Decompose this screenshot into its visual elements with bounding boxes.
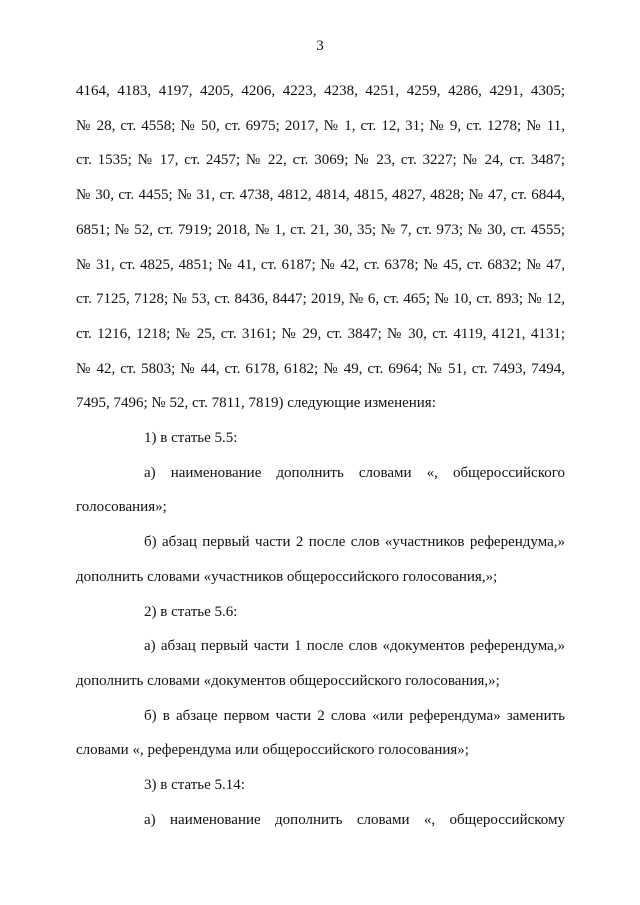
- page-number: 3: [316, 38, 324, 54]
- text-line: 7495, 7496; № 52, ст. 7811, 7819) следующие изменения:: [76, 395, 436, 412]
- text-line: б) в абзаце первом части 2 слова «или референдума» заменить: [144, 707, 565, 724]
- text-line: № 28, ст. 4558; № 50, ст. 6975; 2017, № 1, ст. 12, 31; № 9, ст. 1278; № 11,: [76, 117, 565, 134]
- text-line: словами «, референдума или общероссийского голосования»;: [76, 742, 469, 759]
- text-line: а) наименование дополнить словами «, общероссийскому: [144, 811, 565, 828]
- text-line: № 42, ст. 5803; № 44, ст. 6178, 6182; № 49, ст. 6964; № 51, ст. 7493, 7494,: [76, 360, 565, 377]
- text-line: ст. 7125, 7128; № 53, ст. 8436, 8447; 2019, № 6, ст. 465; № 10, ст. 893; № 12,: [76, 291, 565, 308]
- text-line: дополнить словами «участников общероссийского голосования,»;: [76, 568, 498, 585]
- text-line: № 30, ст. 4455; № 31, ст. 4738, 4812, 4814, 4815, 4827, 4828; № 47, ст. 6844,: [76, 187, 565, 204]
- text-line: 4164, 4183, 4197, 4205, 4206, 4223, 4238, 4251, 4259, 4286, 4291, 4305;: [76, 83, 565, 99]
- text-line: а) абзац первый части 1 после слов «документов референдума,»: [144, 638, 565, 655]
- text-line: № 31, ст. 4825, 4851; № 41, ст. 6187; № 42, ст. 6378; № 45, ст. 6832; № 47,: [76, 256, 565, 273]
- text-line: 6851; № 52, ст. 7919; 2018, № 1, ст. 21, 30, 35; № 7, ст. 973; № 30, ст. 4555;: [76, 221, 565, 238]
- list-item-heading: 2) в статье 5.6:: [144, 603, 238, 620]
- list-item-heading: 1) в статье 5.5:: [144, 430, 238, 447]
- text-line: дополнить словами «документов общероссийского голосования,»;: [76, 672, 500, 689]
- text-line: ст. 1216, 1218; № 25, ст. 3161; № 29, ст. 3847; № 30, ст. 4119, 4121, 4131;: [76, 325, 565, 342]
- document-body: [76, 74, 565, 837]
- list-item-heading: 3) в статье 5.14:: [144, 777, 245, 794]
- text-line: голосования»;: [76, 499, 167, 516]
- text-line: а) наименование дополнить словами «, общероссийского: [144, 464, 565, 481]
- text-line: б) абзац первый части 2 после слов «участников референдума,»: [144, 534, 565, 551]
- text-line: ст. 1535; № 17, ст. 2457; № 22, ст. 3069; № 23, ст. 3227; № 24, ст. 3487;: [76, 152, 565, 169]
